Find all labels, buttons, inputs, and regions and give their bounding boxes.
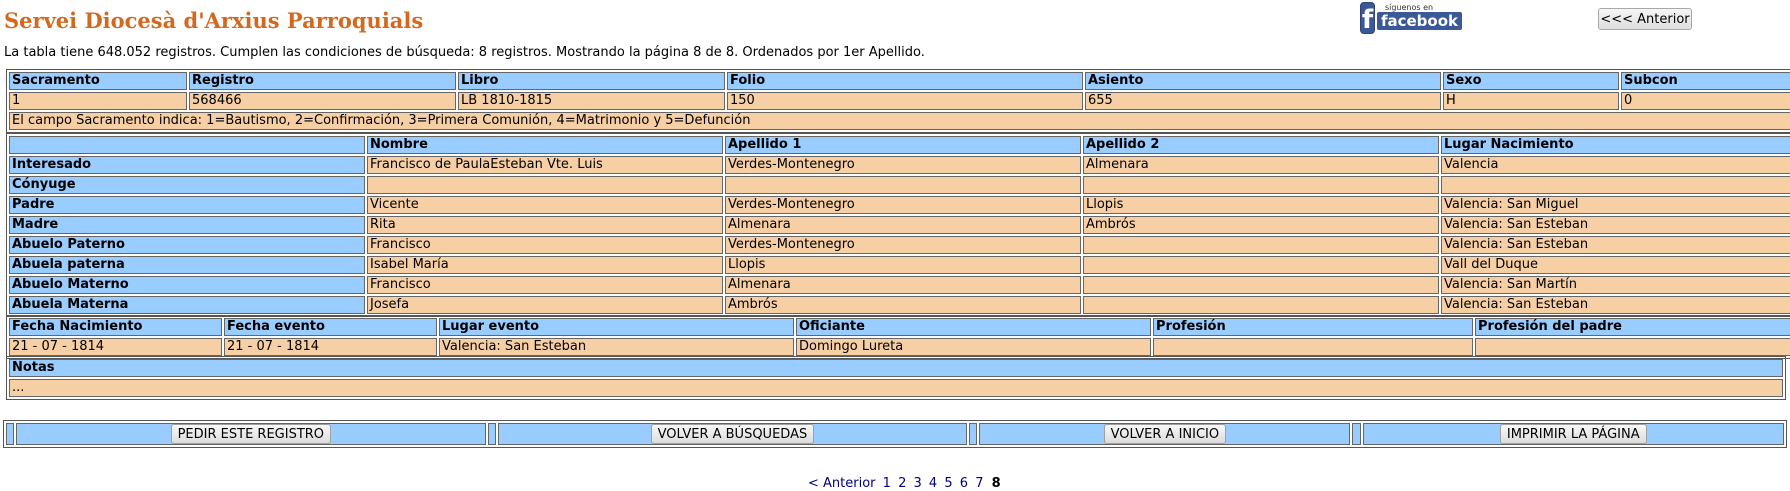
- person-cell-ap1: Verdes-Montenegro: [725, 196, 1081, 214]
- value-cell: 21 - 07 - 1814: [9, 338, 222, 356]
- pagination-page-link[interactable]: 1: [882, 476, 891, 491]
- pagination-page-link[interactable]: 2: [898, 476, 907, 491]
- results-summary: La tabla tiene 648.052 registros. Cumplen las condiciones de búsqueda: 8 registros. Mostrando la página 8 de 8. Ordenados por 1er Apellido.: [4, 45, 925, 60]
- pagination-page-link[interactable]: 3: [913, 476, 922, 491]
- person-cell-ap1: Almenara: [725, 216, 1081, 234]
- facebook-small-text: síguenos en: [1384, 3, 1434, 12]
- pagination-prev-link[interactable]: < Anterior: [808, 476, 876, 491]
- person-role-label: Interesado: [9, 156, 365, 174]
- value-cell: 1: [9, 92, 187, 110]
- event-table: [6, 315, 1790, 359]
- person-cell-lugar: Valencia: [1441, 156, 1790, 174]
- person-cell-nombre: Francisco de PaulaEsteban Vte. Luis: [367, 156, 723, 174]
- action-bar-spacer: [1352, 423, 1360, 445]
- value-cell: LB 1810-1815: [458, 92, 725, 110]
- header-cell: Apellido 2: [1083, 136, 1439, 154]
- sacramento-legend-row: [9, 112, 1790, 130]
- action-cell: [498, 423, 968, 445]
- person-cell-ap1: Verdes-Montenegro: [725, 236, 1081, 254]
- header-cell: Oficiante: [796, 318, 1151, 336]
- facebook-wordmark: facebook: [1377, 12, 1462, 30]
- person-cell-ap2: Almenara: [1083, 156, 1439, 174]
- action-bar: [3, 420, 1787, 448]
- person-cell-ap1: [725, 176, 1081, 194]
- person-cell-nombre: Vicente: [367, 196, 723, 214]
- action-bar-spacer: [969, 423, 977, 445]
- pagination-page-link[interactable]: 4: [928, 476, 938, 491]
- notes-value-row: [9, 379, 1783, 397]
- value-cell: [1153, 338, 1473, 356]
- back-to-search-button[interactable]: VOLVER A BÚSQUEDAS: [651, 424, 815, 444]
- value-cell: 21 - 07 - 1814: [224, 338, 437, 356]
- person-cell-ap2: [1083, 256, 1439, 274]
- back-to-home-button[interactable]: VOLVER A INICIO: [1104, 424, 1227, 444]
- persons-table: [6, 133, 1790, 317]
- person-cell-ap2: [1083, 176, 1439, 194]
- notes-value: ...: [9, 379, 1783, 397]
- previous-button[interactable]: <<< Anterior: [1598, 8, 1692, 30]
- print-page-button[interactable]: IMPRIMIR LA PÁGINA: [1500, 424, 1647, 444]
- person-role-label: Abuelo Paterno: [9, 236, 365, 254]
- event-header-row: [9, 318, 1790, 336]
- sacramento-value-row: [9, 92, 1790, 110]
- header-cell: Profesión del padre: [1475, 318, 1790, 336]
- value-cell: 568466: [189, 92, 456, 110]
- person-cell-lugar: Valencia: San Esteban: [1441, 216, 1790, 234]
- site-title: Servei Diocesà d'Arxius Parroquials: [4, 8, 424, 33]
- person-role-label: Padre: [9, 196, 365, 214]
- person-cell-ap1: Verdes-Montenegro: [725, 156, 1081, 174]
- header-cell: [9, 136, 365, 154]
- person-cell-ap2: [1083, 276, 1439, 294]
- header-cell: Profesión: [1153, 318, 1473, 336]
- header-cell: Subcon: [1621, 72, 1790, 90]
- pagination-page-link[interactable]: 5: [944, 476, 953, 491]
- person-row: [9, 216, 1790, 234]
- header-cell: Registro: [189, 72, 456, 90]
- person-role-label: Abuela Materna: [9, 296, 365, 314]
- notes-header-row: [9, 359, 1783, 377]
- notes-table: [6, 356, 1786, 400]
- header-cell: Lugar Nacimiento: [1441, 136, 1790, 154]
- person-cell-ap2: Llopis: [1083, 196, 1439, 214]
- header-cell: Sexo: [1443, 72, 1619, 90]
- sacramento-header-row: [9, 72, 1790, 90]
- header-cell: Lugar evento: [439, 318, 794, 336]
- header-cell: Folio: [727, 72, 1083, 90]
- value-cell: Domingo Lureta: [796, 338, 1151, 356]
- header-cell: Fecha Nacimiento: [9, 318, 222, 336]
- value-cell: 150: [727, 92, 1083, 110]
- header-cell: Sacramento: [9, 72, 187, 90]
- person-cell-ap2: [1083, 296, 1439, 314]
- pagination-page-link[interactable]: 6: [959, 476, 969, 491]
- person-cell-ap1: Ambrós: [725, 296, 1081, 314]
- header-cell: Libro: [458, 72, 725, 90]
- person-cell-ap1: Almenara: [725, 276, 1081, 294]
- person-cell-nombre: [367, 176, 723, 194]
- person-cell-lugar: Valencia: San Miguel: [1441, 196, 1790, 214]
- person-cell-lugar: Vall del Duque: [1441, 256, 1790, 274]
- person-role-label: Abuelo Materno: [9, 276, 365, 294]
- value-cell: [1475, 338, 1790, 356]
- person-cell-lugar: [1441, 176, 1790, 194]
- pagination-current-page: 8: [991, 476, 1001, 491]
- person-cell-nombre: Josefa: [367, 296, 723, 314]
- person-row: [9, 236, 1790, 254]
- person-cell-nombre: Francisco: [367, 276, 723, 294]
- header-cell: Asiento: [1085, 72, 1441, 90]
- event-value-row: [9, 338, 1790, 356]
- action-cell: [1363, 423, 1785, 445]
- action-cell: [979, 423, 1350, 445]
- pagination-page-link[interactable]: 7: [975, 476, 984, 491]
- pagination: [808, 476, 1001, 491]
- person-row: [9, 156, 1790, 174]
- action-cell: [16, 423, 486, 445]
- person-row: [9, 256, 1790, 274]
- person-cell-nombre: Francisco: [367, 236, 723, 254]
- sacramento-legend: El campo Sacramento indica: 1=Bautismo, 2=Confirmación, 3=Primera Comunión, 4=Matrimonio y 5=Defunción: [9, 112, 1790, 130]
- person-cell-ap2: [1083, 236, 1439, 254]
- person-role-label: Madre: [9, 216, 365, 234]
- value-cell: 655: [1085, 92, 1441, 110]
- person-row: [9, 176, 1790, 194]
- action-bar-spacer: [6, 423, 14, 445]
- value-cell: 0: [1621, 92, 1790, 110]
- person-row: [9, 296, 1790, 314]
- person-cell-lugar: Valencia: San Martín: [1441, 276, 1790, 294]
- person-role-label: Abuela paterna: [9, 256, 365, 274]
- header-cell: Apellido 1: [725, 136, 1081, 154]
- header-cell: Nombre: [367, 136, 723, 154]
- person-row: [9, 196, 1790, 214]
- request-record-button[interactable]: PEDIR ESTE REGISTRO: [171, 424, 331, 444]
- value-cell: Valencia: San Esteban: [439, 338, 794, 356]
- person-row: [9, 276, 1790, 294]
- person-cell-lugar: Valencia: San Esteban: [1441, 236, 1790, 254]
- person-cell-lugar: Valencia: San Esteban: [1441, 296, 1790, 314]
- sacramento-table: [6, 69, 1790, 133]
- facebook-follow-link[interactable]: [1360, 0, 1462, 34]
- facebook-icon: f: [1360, 2, 1375, 34]
- persons-header-row: [9, 136, 1790, 154]
- action-bar-spacer: [488, 423, 496, 445]
- person-cell-nombre: Rita: [367, 216, 723, 234]
- notes-label: Notas: [9, 359, 1783, 377]
- header-cell: Fecha evento: [224, 318, 437, 336]
- person-cell-nombre: Isabel María: [367, 256, 723, 274]
- person-cell-ap2: Ambrós: [1083, 216, 1439, 234]
- value-cell: H: [1443, 92, 1619, 110]
- person-role-label: Cónyuge: [9, 176, 365, 194]
- person-cell-ap1: Llopis: [725, 256, 1081, 274]
